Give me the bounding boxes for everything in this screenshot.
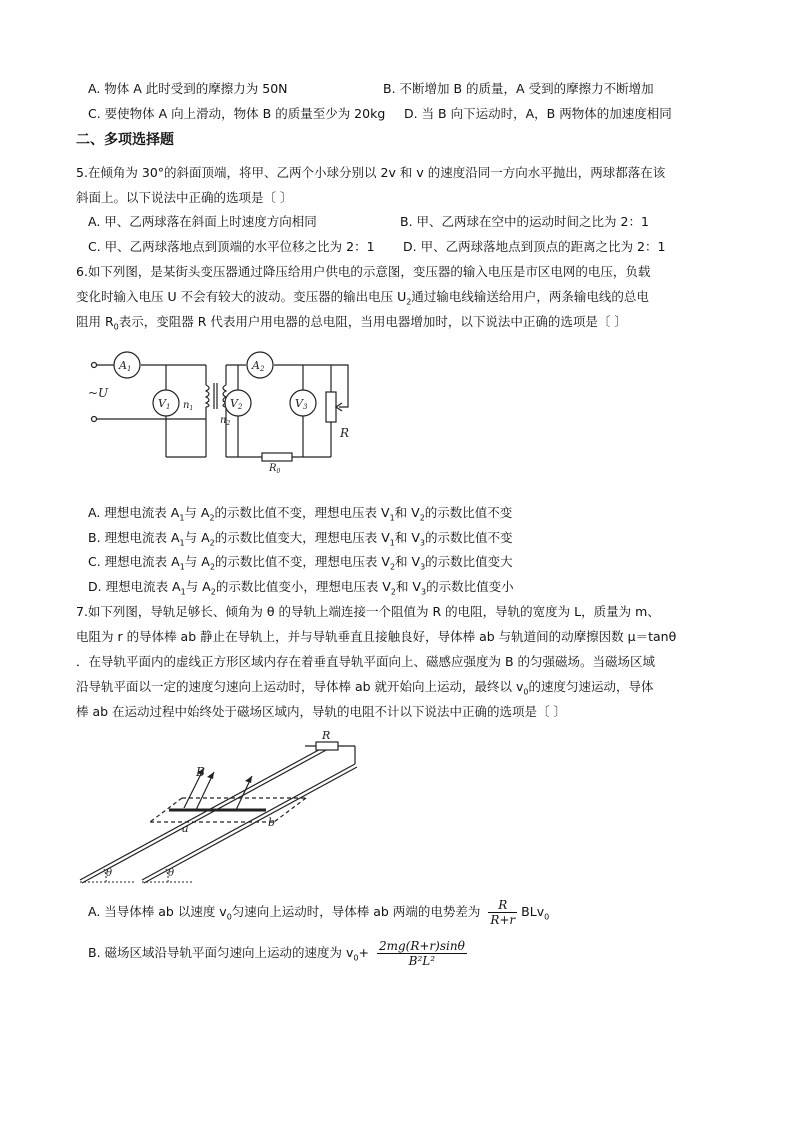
rod-end-a-label: a	[182, 822, 189, 835]
angle-theta-right: θ	[168, 868, 175, 879]
input-voltage-label: ~U	[88, 386, 109, 400]
q4-option-a: A. 物体 A 此时受到的摩擦力为 50N	[88, 81, 288, 96]
coil-n2-label: $n_2$	[220, 415, 231, 427]
q6-stem-line1: 6.如下列图，是某街头变压器通过降压给用户供电的示意图，变压器的输入电压是市区电网的电压，负载	[76, 264, 651, 279]
q7-option-a: A. 当导体棒 ab 以速度 $v_0$匀速向上运动时，导体棒 ab 两端的电势差为 $\frac{R}{R+r}$ BLv$_0$	[88, 898, 550, 927]
q5-stem-line2: 斜面上。以下说法中正确的选项是〔 〕	[76, 190, 293, 205]
q6-option-d: D. 理想电流表 $A_1$与 $A_2$的示数比值变小，理想电压表 $V_2$和 $V_3$的示数比值变小	[88, 579, 514, 597]
inclined-rails-figure	[76, 728, 366, 888]
voltmeter-v3-label: V3	[295, 397, 308, 411]
q7-stem-line2: 电阻为 r 的导体棒 ab 静止在导轨上，并与导轨垂直且接触良好，导体棒 ab 与轨道间的动摩擦因数 μ＝tanθ	[76, 629, 677, 644]
q7-stem-line1: 7.如下列图，导轨足够长、倾角为 θ 的导轨上端连接一个阻值为 R 的电阻，导轨的宽度为 L，质量为 m、	[76, 604, 660, 619]
q5-option-d: D. 甲、乙两球落地点到顶点的距离之比为 2：1	[403, 239, 666, 254]
q7-stem-line5: 棒 ab 在运动过程中始终处于磁场区域内，导轨的电阻不计以下说法中正确的选项是〔 〕	[76, 704, 567, 719]
q5-option-a: A. 甲、乙两球落在斜面上时速度方向相同	[88, 214, 317, 229]
q5-option-b: B. 甲、乙两球在空中的运动时间之比为 2：1	[400, 214, 649, 229]
q6-stem-line3: 阻用 $R_0$表示，变阻器 R 代表用户用电器的总电阻，当用电器增加时，以下说法中正确的选项是〔 〕	[76, 314, 627, 332]
rheostat-r-label: R	[340, 426, 350, 440]
q4-option-b: B. 不断增加 B 的质量，A 受到的摩擦力不断增加	[383, 81, 654, 96]
q6-option-b: B. 理想电流表 $A_1$与 $A_2$的示数比值变大，理想电压表 $V_1$和 $V_3$的示数比值不变	[88, 530, 513, 548]
option-a-fraction: $\frac{R}{R+r}$	[490, 898, 516, 927]
rod-end-b-label: b	[268, 816, 276, 829]
q4-option-d: D. 当 B 向下运动时，A，B 两物体的加速度相同	[404, 106, 672, 121]
q6-stem-line2: 变化时输入电压 U 不会有较大的波动。变压器的输出电压 $U_2$通过输电线输送给用户，两条输电线的总电	[76, 289, 649, 307]
q5-option-c: C. 甲、乙两球落地点到顶端的水平位移之比为 2：1	[88, 239, 375, 254]
q7-stem-line3: ．在导轨平面内的虚线正方形区域内存在着垂直导轨平面向上、磁感应强度为 B 的匀强磁场。当磁场区域	[76, 654, 656, 669]
voltmeter-v1-label: V1	[158, 397, 171, 411]
q7-stem-line4: 沿导轨平面以一定的速度匀速向上运动时，导体棒 ab 就开始向上运动，最终以 $v_0$的速度匀速运动，导体	[76, 679, 654, 697]
voltmeter-v2-label: V2	[230, 397, 243, 411]
ammeter-a1-label: A1	[119, 359, 132, 373]
q6-option-a: A. 理想电流表 $A_1$与 $A_2$的示数比值不变，理想电压表 $V_1$和 $V_2$的示数比值不变	[88, 505, 513, 523]
ammeter-a2-label: A2	[252, 359, 265, 373]
section-title: 二、多项选择题	[76, 132, 174, 148]
angle-theta-left: θ	[106, 868, 113, 879]
option-b-fraction: $\frac{2mg(R+r)\sin\theta}{\text{B²L²}}$	[378, 939, 465, 968]
q5-stem-line1: 5.在倾角为 30°的斜面顶端，将甲、乙两个小球分别以 2v 和 v 的速度沿同一方向水平抛出，两球都落在该	[76, 165, 666, 180]
magnetic-field-b-label: B	[196, 765, 205, 779]
q6-option-c: C. 理想电流表 $A_1$与 $A_2$的示数比值不变，理想电压表 $V_2$和 $V_3$的示数比值变大	[88, 554, 513, 572]
coil-n1-label: $n_1$	[183, 400, 194, 412]
transformer-circuit-figure	[86, 345, 366, 475]
resistor-r-label: R	[322, 729, 331, 742]
q7-option-b: B. 磁场区域沿导轨平面匀速向上运动的速度为 $v_0+$ $\frac{2mg(R+r)\sin\theta}{\text{B²L²}}$	[88, 939, 465, 968]
resistor-r0-label: $R_0$	[269, 463, 281, 475]
q4-option-c: C. 要使物体 A 向上滑动，物体 B 的质量至少为 20kg	[88, 106, 386, 121]
